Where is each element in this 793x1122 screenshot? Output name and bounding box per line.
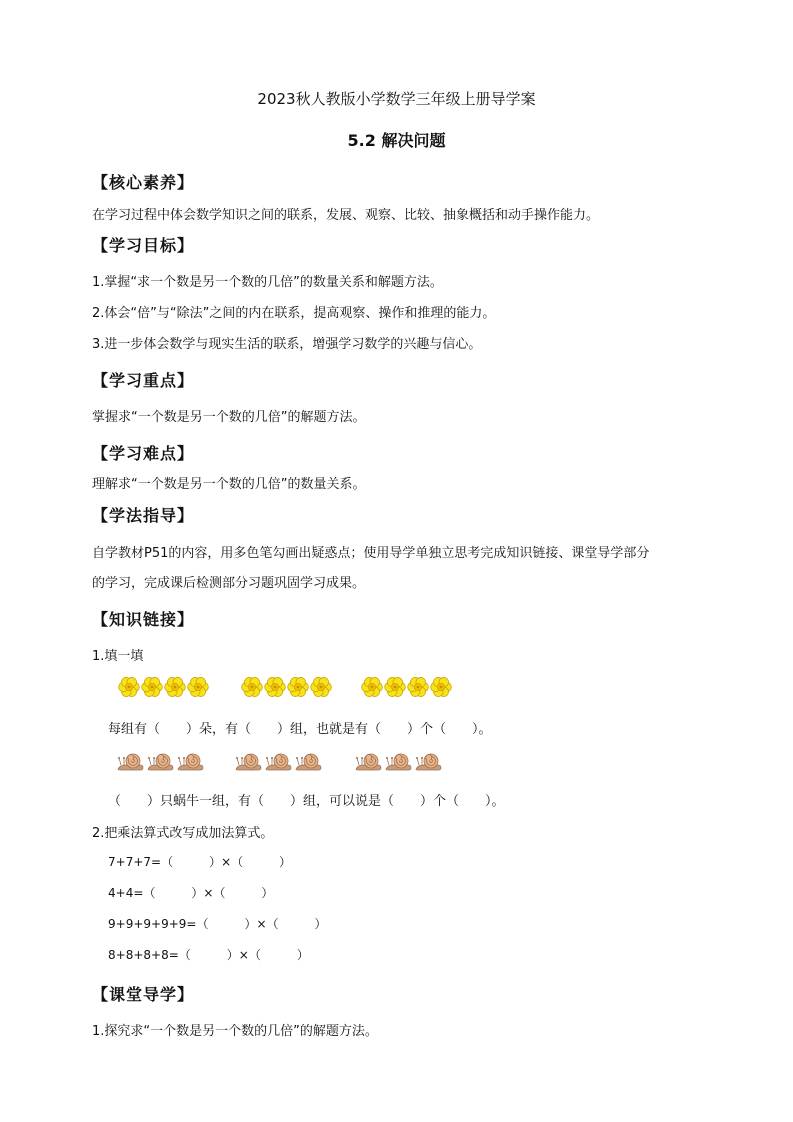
section-heading-focus: 【学习重点】	[92, 371, 195, 390]
flower-group-1	[118, 676, 210, 698]
method-text-line2: 的学习，完成课后检测部分习题巩固学习成果。	[92, 576, 366, 591]
snail-icon	[294, 750, 322, 772]
snail-icon	[176, 750, 204, 772]
snail-group-1	[116, 750, 206, 772]
snail-icon	[234, 750, 262, 772]
rewrite-label: 2.把乘法算式改写成加法算式。	[92, 826, 274, 841]
difficulty-text: 理解求“一个数是另一个数的几倍”的数量关系。	[92, 477, 366, 492]
equation-2: 4+4=（ ）×（ ）	[108, 886, 274, 900]
flower-sentence: 每组有（ ）朵，有（ ）组，也就是有（ ）个（ ）。	[108, 722, 492, 737]
flower-icon	[384, 676, 406, 698]
flower-icon	[430, 676, 452, 698]
snail-icon	[264, 750, 292, 772]
flower-icon	[407, 676, 429, 698]
equation-4: 8+8+8+8=（ ）×（ ）	[108, 948, 309, 962]
flower-icon	[141, 676, 163, 698]
goal-item-1: 1.掌握“求一个数是另一个数的几倍”的数量关系和解题方法。	[92, 275, 443, 290]
flower-icon	[361, 676, 383, 698]
section-heading-goals: 【学习目标】	[92, 236, 195, 255]
section-heading-method: 【学法指导】	[92, 506, 195, 525]
snail-sentence: （ ）只蜗牛一组，有（ ）组，可以说是（ ）个（ ）。	[108, 794, 505, 809]
flower-icon	[241, 676, 263, 698]
flower-icon	[187, 676, 209, 698]
section-heading-difficulty: 【学习难点】	[92, 444, 195, 463]
equation-3: 9+9+9+9+9=（ ）×（ ）	[108, 917, 327, 931]
core-text: 在学习过程中体会数学知识之间的联系，发展、观察、比较、抽象概括和动手操作能力。	[92, 208, 600, 223]
snail-group-3	[354, 750, 444, 772]
focus-text: 掌握求“一个数是另一个数的几倍”的解题方法。	[92, 410, 366, 425]
snail-icon	[354, 750, 382, 772]
flower-group-3	[361, 676, 453, 698]
section-heading-links: 【知识链接】	[92, 610, 195, 629]
flower-icon	[164, 676, 186, 698]
flower-icon	[310, 676, 332, 698]
document-title: 2023秋人教版小学数学三年级上册导学案	[257, 90, 536, 108]
snail-icon	[384, 750, 412, 772]
flower-icon	[118, 676, 140, 698]
classroom-text: 1.探究求“一个数是另一个数的几倍”的解题方法。	[92, 1024, 378, 1039]
snail-group-2	[234, 750, 324, 772]
flower-icon	[264, 676, 286, 698]
section-heading-core: 【核心素养】	[92, 173, 195, 192]
equation-1: 7+7+7=（ ）×（ ）	[108, 855, 292, 869]
flower-icon	[287, 676, 309, 698]
section-heading-classroom: 【课堂导学】	[92, 985, 195, 1004]
fill-in-label: 1.填一填	[92, 649, 144, 664]
method-text-line1: 自学教材P51的内容，用多色笔勾画出疑惑点；使用导学单独立思考完成知识链接、课堂导学部分	[92, 546, 650, 561]
snail-icon	[146, 750, 174, 772]
snail-icon	[414, 750, 442, 772]
goal-item-3: 3.进一步体会数学与现实生活的联系，增强学习数学的兴趣与信心。	[92, 337, 482, 352]
snail-icon	[116, 750, 144, 772]
goal-item-2: 2.体会“倍”与“除法”之间的内在联系，提高观察、操作和推理的能力。	[92, 306, 496, 321]
lesson-title: 5.2 解决问题	[347, 131, 446, 150]
flower-group-2	[241, 676, 333, 698]
